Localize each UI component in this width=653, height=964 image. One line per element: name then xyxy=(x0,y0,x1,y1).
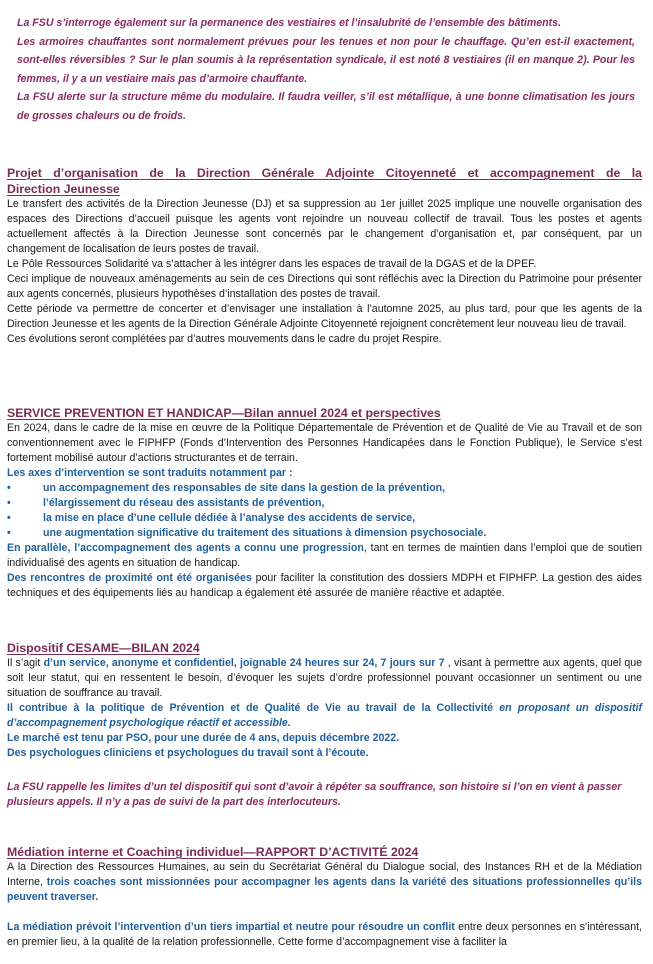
bullet-icon: • xyxy=(7,527,11,539)
text: pour faciliter la constitution des dossiers MDPH et FIPHFP. La gestion des aides techniques et des équipements liés au handicap a également été assurée de manière réactive et adaptée. xyxy=(7,572,642,599)
list-item-text: l’élargissement du réseau des assistants de prévention, xyxy=(43,497,325,509)
section-heading: SERVICE PREVENTION ET HANDICAP—Bilan annuel 2024 et perspectives xyxy=(7,406,441,420)
list-item-text: un accompagnement des responsables de site dans la gestion de la prévention, xyxy=(43,482,446,494)
list-item xyxy=(7,496,642,511)
paragraph xyxy=(7,860,642,905)
section-heading-cont: Direction Jeunesse xyxy=(7,182,120,196)
bullet-icon: • xyxy=(7,512,11,524)
section-prevention-handicap xyxy=(7,405,642,601)
list-item-text: une augmentation significative du traitement des situations à dimension psychosociale. xyxy=(43,527,487,539)
text: Il s’agit xyxy=(7,657,44,669)
section-mediation xyxy=(7,844,642,950)
paragraph: Des psychologues cliniciens et psychologues du travail sont à l’écoute. xyxy=(7,747,369,759)
list-item-text: la mise en place d’une cellule dédiée à l’analyse des accidents de service, xyxy=(43,512,416,524)
fsu-intro-block xyxy=(17,14,635,126)
paragraph: Ces évolutions seront complétées par d’autres mouvements dans le cadre du projet Respire. xyxy=(7,333,442,345)
bullet-icon: • xyxy=(7,497,11,509)
paragraph: Le marché est tenu par PSO, pour une durée de 4 ans, depuis décembre 2022. xyxy=(7,732,400,744)
text: , visant à permettre aux agents, quel que soit leur statut, qui en ressentent le besoin, d’évoquer les sujets d’ordre professionnel pouvant occasionner un sentiment ou une situation de souffrance au travail. xyxy=(7,657,642,699)
text: entre deux personnes en s’intéressant, en premier lieu, à la qualité de la relation professionnelle. Cette forme d’accompagnement vise à faciliter la xyxy=(7,921,642,948)
highlight: En parallèle, l’accompagnement des agents a connu une progression xyxy=(7,542,364,554)
axes-intro: Les axes d’intervention se sont traduits notamment par : xyxy=(7,467,293,479)
list-item xyxy=(7,481,642,496)
section-heading: Médiation interne et Coaching individuel—RAPPORT D’ACTIVITÉ 2024 xyxy=(7,845,419,859)
list-item xyxy=(7,511,642,526)
highlight: d’un service, anonyme et confidentiel, joignable 24 heures sur 24, 7 jours sur 7 xyxy=(43,657,445,669)
fsu-comment: La FSU rappelle les limites d’un tel dispositif qui sont d’avoir à répéter sa souffrance, son histoire si l’on en vient à passer plusieurs appels. Il n’y a pas de suivi de la part des interlocuteurs. xyxy=(7,781,622,808)
paragraph xyxy=(7,571,642,601)
bullet-icon: • xyxy=(7,482,11,494)
intro-line-3: La FSU alerte sur la structure même du modulaire. Il faudra veiller, s’il est métallique, à une bonne climatisation les jours de grosses chaleurs ou de froids. xyxy=(17,91,635,122)
highlight: trois coaches sont missionnées pour accompagner les agents dans la variété des situations professionnelles qu’ils peuvent traverser. xyxy=(7,876,642,903)
paragraph xyxy=(7,920,642,950)
section-cesame xyxy=(7,640,642,810)
intro-line-1: La FSU s’interroge également sur la permanence des vestiaires et l’insalubrité de l’ensemble des bâtiments. xyxy=(17,17,562,29)
paragraph: Cette période va permettre de concerter et d’envisager une installation à l’automne 2025, au plus tard, pour que les agents de la Direction Jeunesse et les agents de la Direction Générale Adjointe Citoyenneté rejoignent concrètement leur nouveau lieu de travail. xyxy=(7,303,642,330)
paragraph xyxy=(7,541,642,571)
text: A la Direction des Ressources Humaines, au sein du Secrétariat Général du Dialogue social, des Instances RH et de la Médiation Interne, xyxy=(7,861,642,888)
highlight: Il contribue à la politique de Prévention et de Qualité de Vie au travail de la Collectivité xyxy=(7,702,500,714)
highlight: Des rencontres de proximité ont été organisées xyxy=(7,572,252,584)
paragraph: Ceci implique de nouveaux aménagements au sein de ces Directions qui sont réfléchis avec la Direction du Patrimoine pour présenter aux agents concernés, plusieurs hypothèses d’installation des postes de travail. xyxy=(7,273,642,300)
paragraph: En 2024, dans le cadre de la mise en œuvre de la Politique Départementale de Prévention et de Qualité de Vie au Travail et de son conventionnement avec le FIPHFP (Fonds d’Intervention des Personnes Handicapées dans le Fonction Publique), le Service s’est fortement mobilisé autour d’actions structurantes et de terrain. xyxy=(7,422,642,464)
list-item xyxy=(7,526,642,541)
paragraph xyxy=(7,656,642,701)
highlight: La médiation prévoit l’intervention d’un tiers impartial et neutre pour résoudre un conflit xyxy=(7,921,455,933)
section-heading: Dispositif CESAME—BILAN 2024 xyxy=(7,641,200,655)
section-direction-jeunesse xyxy=(7,165,642,347)
paragraph: Le transfert des activités de la Direction Jeunesse (DJ) et sa suppression au 1er juillet 2025 implique une nouvelle organisation des espaces des Directions d’accueil puisque les agents vont rejoindre un nouveau collectif de travail. Tous les postes et agents actuellement affectés à la Direction Jeunesse sont concernés par le changement d’organisation et, par conséquent, par un changement de localisation de leurs postes de travail. xyxy=(7,198,642,255)
section-heading: Projet d’organisation de la Direction Générale Adjointe Citoyenneté et accompagnement de la xyxy=(7,166,642,180)
intro-line-2: Les armoires chauffantes sont normalement prévues pour les tenues et non pour le chauffage. Qu’en est-il exactement, sont-elles réversibles ? Sur le plan soumis à la représentation syndicale, il est noté 8 vestiaires (il en manque 2). Pour les femmes, il y a un vestiaire mais pas d’armoire chauffante. xyxy=(17,35,635,85)
highlight-italic: en proposant un dispositif d’accompagnement psychologique réactif et accessible. xyxy=(7,702,642,729)
paragraph xyxy=(7,701,642,731)
paragraph: Le Pôle Ressources Solidarité va s’attacher à les intégrer dans les espaces de travail de la DGAS et de la DPEF. xyxy=(7,258,537,270)
text: , tant en termes de maintien dans l’emploi que de soutien individualisé des agents en situation de handicap. xyxy=(7,542,642,569)
